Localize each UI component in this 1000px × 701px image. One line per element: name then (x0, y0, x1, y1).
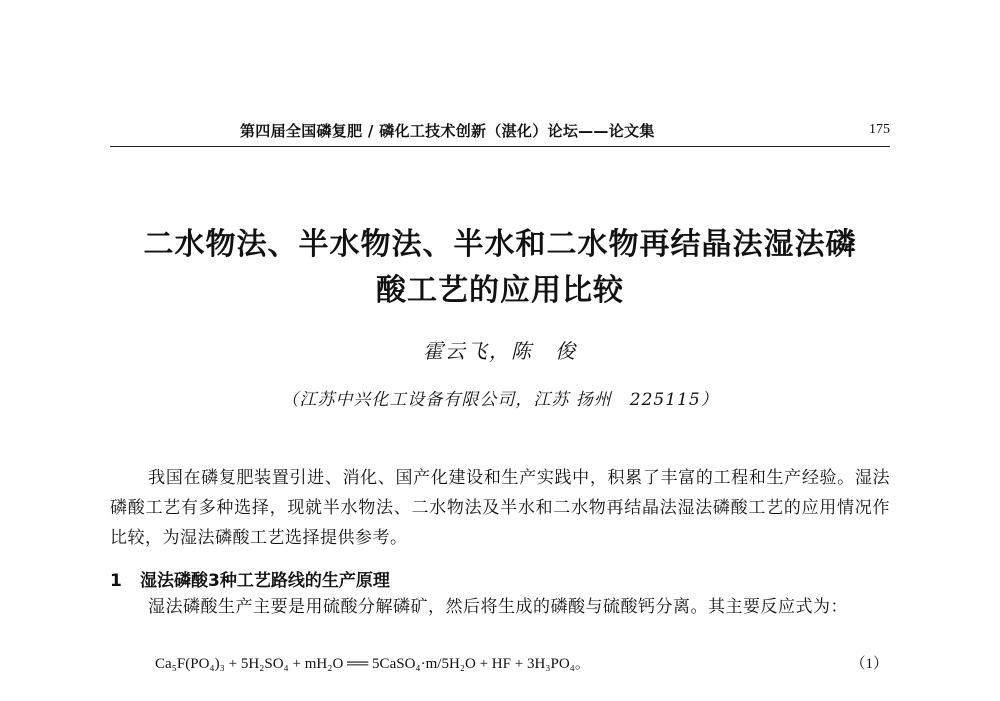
section-number: 1 (110, 571, 122, 591)
equation-number: （1） (850, 656, 888, 672)
title-line-1: 二水物法、半水物法、半水和二水物再结晶法湿法磷 (143, 227, 857, 262)
paper-title (100, 222, 900, 314)
cut-off-line (110, 676, 890, 701)
affiliation: （江苏中兴化工设备有限公司，江苏 扬州 225115） (281, 390, 719, 410)
title-line-2: 酸工艺的应用比较 (376, 273, 624, 308)
page-number: 175 (869, 122, 890, 137)
section-paragraph (110, 592, 890, 622)
intro-text: 我国在磷复肥装置引进、消化、国产化建设和生产实践中，积累了丰富的工程和生产经验。湿法磷酸工艺有多种选择，现就半水物法、二水物法及半水和二水物再结晶法湿法磷酸工艺的应用情况作比较，为湿法磷酸工艺选择提供参考。 (110, 468, 890, 548)
section-title: 湿法磷酸3种工艺路线的生产原理 (140, 571, 390, 591)
running-header (110, 120, 890, 147)
equation: Ca₅F(PO₄)₃ + 5H₂SO₄ + mH₂O ══ 5CaSO₄·m/5H₂O + HF + 3H₃PO₄。 (155, 656, 590, 672)
running-title: 第四届全国磷复肥 / 磷化工技术创新（湛化）论坛——论文集 (240, 122, 655, 140)
intro-paragraph (110, 463, 890, 553)
section-heading (110, 566, 390, 591)
section-text: 湿法磷酸生产主要是用硫酸分解磷矿，然后将生成的磷酸与硫酸钙分离。其主要反应式为： (148, 597, 848, 617)
authors: 霍云飞，陈 俊 (423, 339, 577, 363)
